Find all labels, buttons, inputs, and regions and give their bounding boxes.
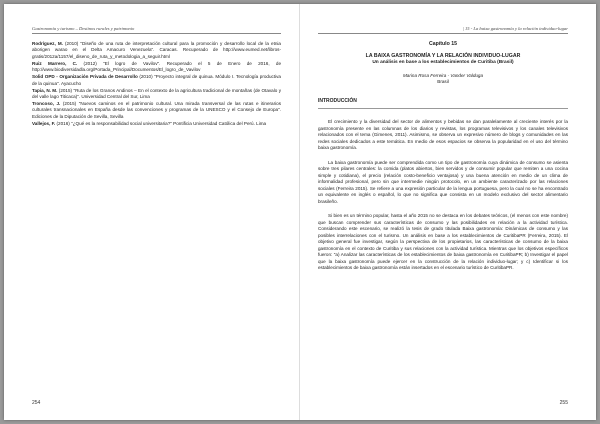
body-paragraph: Si bien es un término popular, hasta el año 2015 no se destaca en los debates teóricos, (el menos con este nombre) que buscan comprender sus características de consumo y las posibilidades en relación a la actividad turística. Considerando este escenario, se realizó la tesis de grado titulada Baixa gastronomía: Dinámicas de consumo y las posibles interrelaciones con el turismo. Un análisis en base a los establecimientos de CuritibaPR (Ferreira, 2015). El objetivo general fue investigar, según la perspectiva de los propietarios, las características de consumo de la baixa gastronomía en el contexto de Curitiba y sus relaciones con la actividad turística. Mientras que los objetivos específicos fueron: "a) Analizar las características de los establecimientos de baixa gastronomía en CuritibaPR; b) Investigar el papel que la baixa gastronomía puede ejercer en la construcción de la relación individuo-lugar; y c) Identificar si los establecimientos de baixa gastronomía están insertados en el escenario turístico de CuritibaPR.	[318, 213, 568, 270]
reference-item	[32, 61, 281, 74]
right-running-head: | 15 - La baixa gastronomía y la relación individuo-lugar	[318, 26, 568, 34]
reference-text: (2016) "¿Qué es la responsabilidad social universitaria?" Pontificia Universidad Católica del Perú. Lima	[55, 120, 267, 126]
reference-author: Solid OPD - Organización Privada de Desarrollo	[32, 74, 138, 80]
reference-author: Troncoso, J.	[32, 101, 61, 107]
reference-text: (2010) "Proyecto integral de quinua. Módulo I. Tecnología productiva de la quinua". Ayacucho	[32, 74, 281, 86]
section-heading: INTRODUCCIÓN	[318, 98, 357, 104]
section-divider	[318, 108, 568, 109]
left-page-number: 254	[32, 400, 41, 406]
reference-list	[32, 41, 281, 127]
reference-item	[32, 88, 281, 101]
right-page	[300, 4, 596, 420]
chapter-title: LA BAIXA GASTRONOMÍA Y LA RELACIÓN INDIVIDUO-LUGAR	[365, 53, 521, 59]
reference-author: Ruiz Marrero, C.	[32, 60, 78, 66]
reference-item	[32, 41, 281, 60]
right-page-number: 255	[559, 400, 568, 406]
reference-text: (2015) "Nuevos caminos en el patrimonio cultural. Una mirada transversal de las rutas e itinerarios culturales transnacionales en España desde las convenciones y programas de la UNESCO y el Consejo de Europa". Ediciones de la Diputación de Sevilla, Sevilla	[32, 101, 281, 119]
author-country: Brasil	[437, 79, 449, 84]
reference-text: (2010) "Diseño de una ruta de interpretación cultural para la promoción y desarrollo local de la etnia aborigen warao en el Delta Amacuro Venezuela". Caracas. Recuperado de http://www.eumed.net/libros-gratis/2012a/1157/el_diseno_de_ruta_y_metodologia_a_seguir.html	[32, 41, 281, 59]
reference-item	[32, 121, 281, 127]
reference-text: (2012) "El logro de Vavilov". Recuperado el 5 de Enero de 2016, de http://www.biodiversidadla.org/Portada_Principal/Documentos/El_logro_de_Vavilov	[32, 60, 281, 73]
reference-item	[32, 74, 281, 87]
reference-item	[32, 101, 281, 120]
chapter-number: Capítulo 15	[429, 41, 457, 47]
reference-author: Vallejos, F.	[32, 120, 56, 126]
body-paragraph: El crecimiento y la diversidad del sector de alimentos y bebidas se dan paralelamente al creciente interés por la gastronomía presente en las columnas de los diarios y revistas, los programas televisivos y los canales televisivos relacionados con el tema (Gimenes, 2011). Asimismo, se observa un expresivo número de blogs y comunidades en las redes sociales dedicados a este temática. En medio de esos espacios se observa la popularidad en el uso del término baixa gastronomía.	[318, 119, 568, 150]
reference-author: Tapia, N. M.	[32, 87, 58, 93]
left-page	[4, 4, 300, 420]
book-spread	[4, 4, 596, 420]
reference-author: Rodríguez, M.	[32, 41, 63, 46]
chapter-subtitle: Un análisis en base a los establecimientos de Curitiba (Brasil)	[372, 60, 514, 65]
left-running-head: Gastronomía y turismo – Destinos rurales y patrimonio	[32, 26, 281, 34]
body-paragraph: La baixa gastronomía puede ser comprendida como un tipo de gastronomía cuya dinámica de consumo se asienta sobre tres pilares centrales: la comida (platos abiertos, bien servidos y de consumir popular que remiten a una cocina simple y cotidiana), el precio (relación costo-beneficio ventajosa) y una buena atención en medio de un clima de informalidad profesional, pero sin que intermedie ningún protocolo, en un ambiente caracterizado por las relaciones sociales (Ferreira 2015). Se refiere a una expresión particular de la lengua portuguesa, pero la cual no se ha encontrado un equivalente en inglés o español, lo que no significa que consista en un modelo exclusivo del sector alimentario brasileño.	[318, 159, 568, 204]
chapter-authors: Marina Rosa Ferreira - Vander Valduga	[402, 73, 484, 78]
reference-text: (2015) "Ruta de los Granos Andinos – En el contexto de la agricultura tradicional de montañas (de Otavalo y del valle lago Titicaca)". Universidad Central del Sur, Lima	[32, 87, 281, 100]
